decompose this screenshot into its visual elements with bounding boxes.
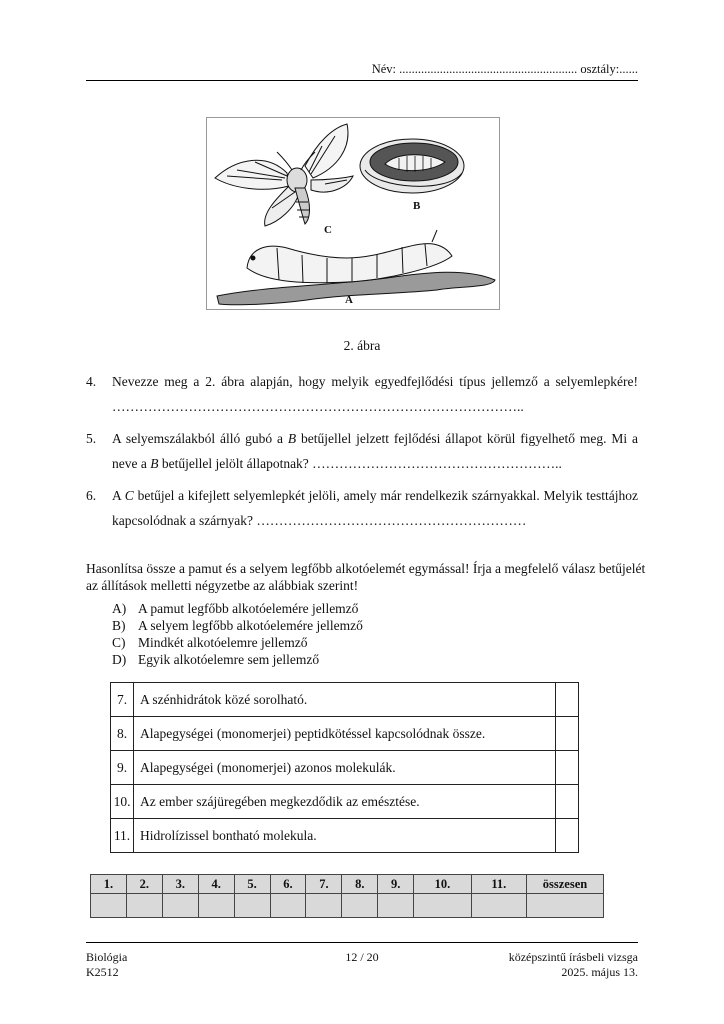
score-entry-cell[interactable] <box>126 894 162 918</box>
footer-date: 2025. május 13. <box>561 965 638 979</box>
score-entry-cell[interactable] <box>306 894 342 918</box>
answer-box[interactable] <box>556 751 579 785</box>
answer-box[interactable] <box>556 819 579 853</box>
score-entry-cell[interactable] <box>162 894 198 918</box>
score-entry-cell[interactable] <box>198 894 234 918</box>
answer-box[interactable] <box>556 717 579 751</box>
option-letter: A) <box>112 601 127 616</box>
score-header-cell: 5. <box>234 875 270 894</box>
score-header-cell: 3. <box>162 875 198 894</box>
question-6 <box>86 483 638 533</box>
footer-subject: Biológia <box>86 950 128 964</box>
score-entry-row <box>91 894 604 918</box>
option-item <box>112 651 363 668</box>
score-header-cell: 2. <box>126 875 162 894</box>
task-instructions: Hasonlítsa össze a pamut és a selyem legfőbb alkotóelemét egymással! Írja a megfelelő válasz betűjelét az állítások melletti négyzetbe az alábbiak szerint! <box>86 561 646 593</box>
option-letter: C) <box>112 635 126 650</box>
figure-label-a: A <box>345 294 353 306</box>
statement-row <box>111 785 579 819</box>
score-entry-cell[interactable] <box>91 894 127 918</box>
footer-exam-type: középszintű írásbeli vizsga <box>508 950 638 964</box>
option-item <box>112 617 363 634</box>
statement-text: Az ember szájüregében megkezdődik az emésztése. <box>134 785 556 819</box>
score-header-cell: 6. <box>270 875 306 894</box>
figure-label-c: C <box>324 224 332 236</box>
option-letter: D) <box>112 652 127 667</box>
question-number: 6. <box>86 488 97 503</box>
question-number: 5. <box>86 431 97 446</box>
score-header-cell: 1. <box>91 875 127 894</box>
score-entry-cell[interactable] <box>527 894 604 918</box>
option-text: Egyik alkotóelemre sem jellemző <box>138 652 320 667</box>
statement-row <box>111 751 579 785</box>
statement-number: 10. <box>111 785 134 819</box>
score-header-cell: 10. <box>414 875 472 894</box>
score-header-cell: 4. <box>198 875 234 894</box>
option-text: Mindkét alkotóelemre jellemző <box>138 635 308 650</box>
statements-table <box>110 682 579 853</box>
score-header-cell: 9. <box>378 875 414 894</box>
option-text: A pamut legfőbb alkotóelemére jellemző <box>138 601 359 616</box>
question-5 <box>86 426 638 476</box>
statement-text: Hidrolízissel bontható molekula. <box>134 819 556 853</box>
page-number: 12 / 20 <box>345 950 379 964</box>
answer-box[interactable] <box>556 683 579 717</box>
statement-text: Alapegységei (monomerjei) azonos molekulák. <box>134 751 556 785</box>
score-entry-cell[interactable] <box>342 894 378 918</box>
figure-label-b: B <box>413 200 421 212</box>
figure-caption: 2. ábra <box>343 338 381 353</box>
score-header-cell: 11. <box>471 875 526 894</box>
statement-number: 7. <box>111 683 134 717</box>
statement-row <box>111 683 579 717</box>
question-4 <box>86 369 638 419</box>
score-entry-cell[interactable] <box>378 894 414 918</box>
statement-row <box>111 717 579 751</box>
statement-number: 9. <box>111 751 134 785</box>
answer-box[interactable] <box>556 785 579 819</box>
score-header-cell: 8. <box>342 875 378 894</box>
moth-drawing <box>215 124 353 226</box>
silkworm-illustration <box>207 118 501 311</box>
statement-row <box>111 819 579 853</box>
header-rule <box>86 80 638 81</box>
caterpillar-drawing <box>217 230 495 305</box>
statement-number: 8. <box>111 717 134 751</box>
score-entry-cell[interactable] <box>234 894 270 918</box>
question-number: 4. <box>86 374 97 389</box>
footer-rule <box>86 942 638 943</box>
question-text: A selyemszálakból álló gubó a B betűjellel jelzett fejlődési állapot körül figyelhető meg. Mi a neve a B betűjellel jelölt állapotnak? ……………………………………………….. <box>112 431 638 471</box>
score-header-cell: 7. <box>306 875 342 894</box>
silkworm-figure <box>206 117 500 310</box>
option-item <box>112 634 363 651</box>
answer-options <box>112 600 363 668</box>
question-text: A C betűjel a kifejlett selyemlepkét jelöli, amely már rendelkezik szárnyakkal. Melyik testtájhoz kapcsolódnak a szárnyak? …………………………………………………… <box>112 488 638 528</box>
statement-text: Alapegységei (monomerjei) peptidkötéssel kapcsolódnak össze. <box>134 717 556 751</box>
score-table <box>90 874 604 918</box>
footer-right <box>509 950 638 980</box>
option-letter: B) <box>112 618 126 633</box>
option-text: A selyem legfőbb alkotóelemére jellemző <box>138 618 363 633</box>
cocoon-drawing <box>360 139 464 193</box>
score-entry-cell[interactable] <box>270 894 306 918</box>
score-header-cell: összesen <box>527 875 604 894</box>
score-header-row <box>91 875 604 894</box>
option-item <box>112 600 363 617</box>
score-entry-cell[interactable] <box>414 894 472 918</box>
footer-code: K2512 <box>86 965 119 979</box>
statement-text: A szénhidrátok közé sorolható. <box>134 683 556 717</box>
question-text: Nevezze meg a 2. ábra alapján, hogy melyik egyedfejlődési típus jellemző a selyemlepkére! ……………………………………………………………………………….. <box>112 374 638 414</box>
statement-number: 11. <box>111 819 134 853</box>
score-entry-cell[interactable] <box>471 894 526 918</box>
name-class-field: Név: ......................................................... osztály:...... <box>371 62 638 76</box>
